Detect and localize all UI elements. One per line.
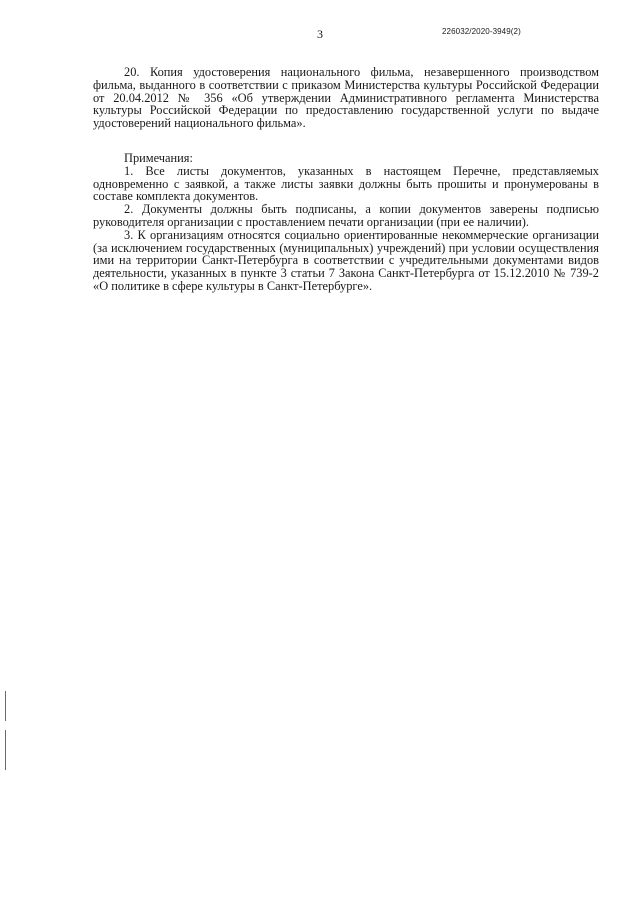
list-item-20: 20. Копия удостоверения национального фильма, незавершенного производством фильма, выданного в соответствии с приказом Министерства культуры Российской Федерации от 20.04.2012 № 356 «Об утверждении Административного регламента Министерства культуры Российской Федерации по предоставлению государственной услуги по выдаче удостоверений национального фильма». [93,65,599,131]
note-item-2: 2. Документы должны быть подписаны, а копии документов заверены подписью руководителя организации с проставлением печати организации (при ее наличии). [93,202,599,229]
binding-mark [5,691,6,721]
document-code: 226032/2020-3949(2) [442,27,521,36]
note-item-1: 1. Все листы документов, указанных в настоящем Перечне, представляемых одновременно с заявкой, а также листы заявки должны быть прошиты и пронумерованы в составе комплекта документов. [93,163,599,204]
note-item-3: 3. К организациям относятся социально ориентированные некоммерческие организации (за исключением государственных (муниципальных) учреждений) при условии осуществления ими на территории Санкт-Петербурга в соответствии с учредительными документами видов деятельности, указанных в пункте 3 статьи 7 Закона Санкт-Петербурга от 15.12.2010 № 739-2 «О политике в сфере культуры в Санкт-Петербурге». [93,227,599,293]
page-number: 3 [317,27,323,41]
document-body [93,66,599,293]
binding-mark [5,730,6,770]
notes-title: Примечания: [124,150,193,165]
